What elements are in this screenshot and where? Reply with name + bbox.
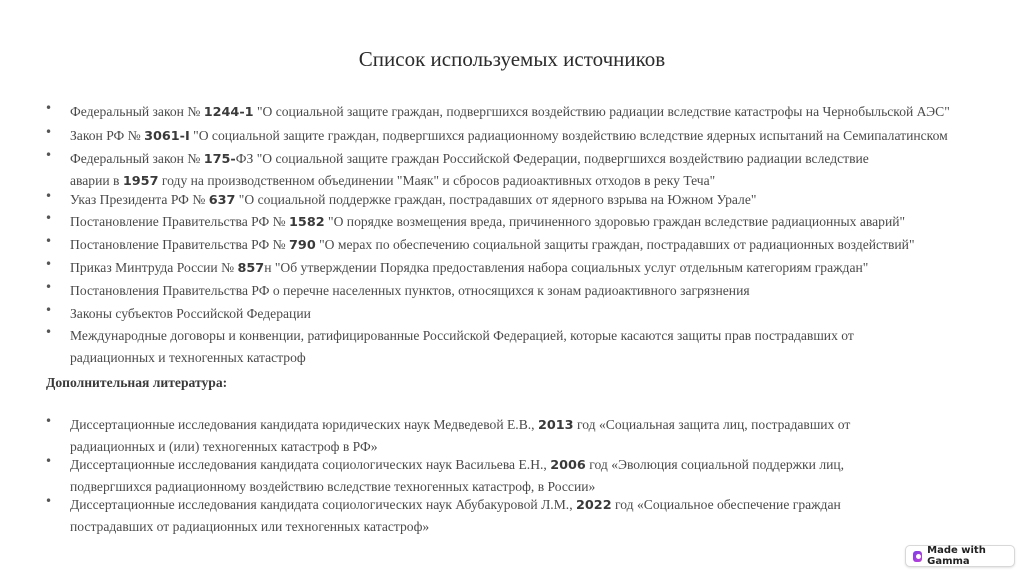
bullet: •: [45, 101, 53, 115]
source-item: Указ Президента РФ № 637 "О социальной поддержке граждан, пострадавших от ядерного взрыва на Южном Урале": [70, 192, 757, 208]
source-item: Международные договоры и конвенции, ратифицированные Российской Федерацией, которые касаются защиты прав пострадавших от: [70, 328, 854, 343]
literature-item: Диссертационные исследования кандидата социологических наук Васильева Е.Н., 2006 год «Эволюция социальной поддержки лиц,: [70, 457, 845, 473]
literature-item-continuation: радиационных и (или) техногенных катастроф в РФ»: [70, 439, 378, 454]
bullet: •: [45, 454, 53, 468]
gamma-logo-icon: [913, 551, 922, 562]
source-item: Постановление Правительства РФ № 790 "О мерах по обеспечению социальной защиты граждан, пострадавших от радиационных воздействий": [70, 237, 915, 253]
slide-title: Список используемых источников: [358, 47, 666, 71]
made-with-gamma-badge[interactable]: [905, 545, 1015, 567]
source-item: Постановления Правительства РФ о перечне населенных пунктов, относящихся к зонам радиоактивного загрязнения: [70, 283, 750, 298]
source-item: Приказ Минтруда России № 857н "Об утверждении Порядка предоставления набора социальных услуг отдельным категориям граждан": [70, 260, 869, 276]
bullet: •: [45, 414, 53, 428]
source-item: Федеральный закон № 1244-1 "О социальной защите граждан, подвергшихся воздействию радиации вследствие катастрофы на Чернобыльской АЭС": [70, 104, 950, 120]
source-item: Постановление Правительства РФ № 1582 "О порядке возмещения вреда, причиненного здоровью граждан вследствие радиационных аварий": [70, 214, 906, 230]
literature-item-continuation: пострадавших от радиационных или техногенных катастроф»: [70, 519, 430, 534]
source-item: Законы субъектов Российской Федерации: [70, 306, 311, 321]
source-item: Федеральный закон № 175-ФЗ "О социальной защите граждан Российской Федерации, подвергшихся воздействию радиации вследствие: [70, 151, 869, 167]
bullet: •: [45, 325, 53, 339]
literature-item-continuation: подвергшихся радиационному воздействию вследствие техногенных катастроф, в России»: [70, 479, 596, 494]
literature-item: Диссертационные исследования кандидата социологических наук Абубакуровой Л.М., 2022 год «Социальное обеспечение граждан: [70, 497, 841, 513]
additional-literature-heading: Дополнительная литература:: [46, 375, 228, 390]
bullet: •: [45, 189, 53, 203]
bullet: •: [45, 494, 53, 508]
badge-label: Made with Gamma: [927, 545, 986, 567]
bullet: •: [45, 211, 53, 225]
source-item-continuation: аварии в 1957 году на производственном объединении "Маяк" и сбросов радиоактивных отходов в реку Теча": [70, 173, 716, 189]
bullet: •: [45, 234, 53, 248]
bullet: •: [45, 280, 53, 294]
literature-item: Диссертационные исследования кандидата юридических наук Медведевой Е.В., 2013 год «Социальная защита лиц, пострадавших от: [70, 417, 851, 433]
source-item-continuation: радиационных и техногенных катастроф: [70, 350, 306, 365]
source-item: Закон РФ № 3061-I "О социальной защите граждан, подвергшихся радиационному воздействию вследствие ядерных испытаний на Семипалатинском: [70, 128, 948, 144]
bullet: •: [45, 303, 53, 317]
bullet: •: [45, 125, 53, 139]
bullet: •: [45, 257, 53, 271]
bullet: •: [45, 148, 53, 162]
